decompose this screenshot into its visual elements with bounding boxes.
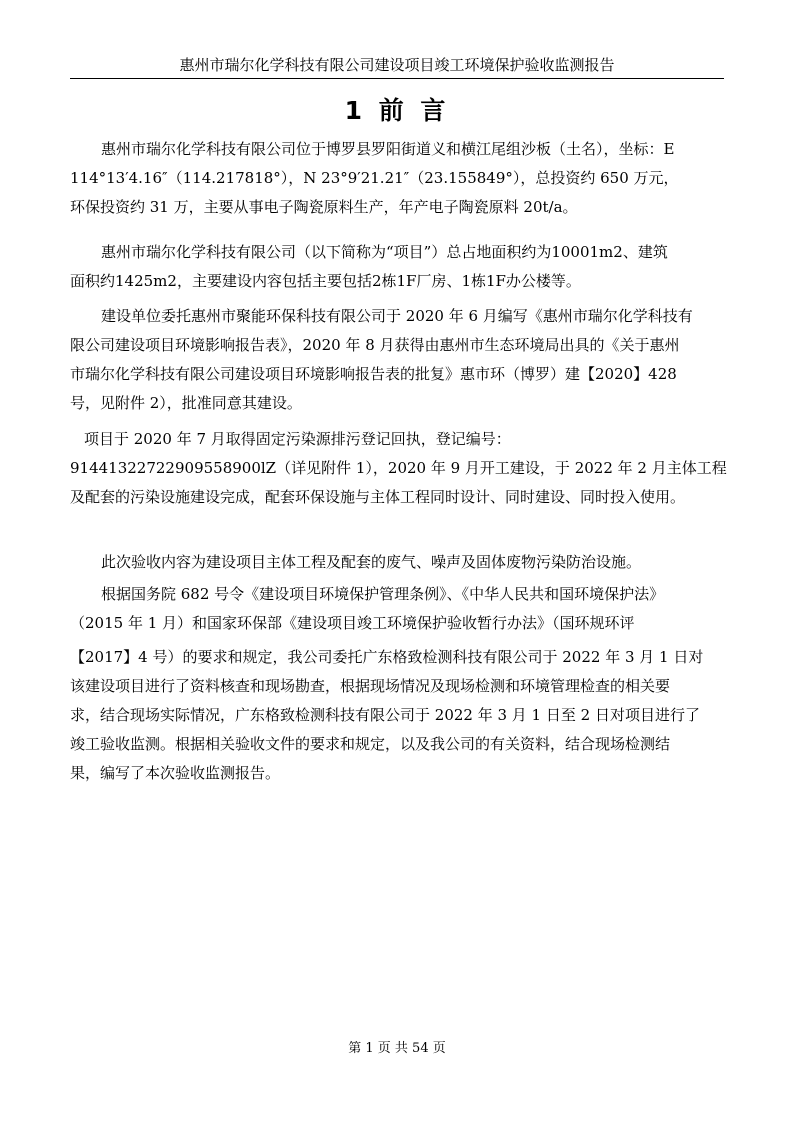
paragraph-line: 114°13′4.16″（114.217818°），N 23°9′21.21″（23.155849°），总投资约 650 万元， — [70, 169, 679, 187]
paragraph-line: （2015 年 1 月）和国家环保部《建设项目竣工环境保护验收暂行办法》（国环规环评 — [70, 614, 635, 632]
section-title: 1 前 言 — [344, 96, 450, 125]
header-divider — [70, 78, 724, 79]
paragraph-line: 及配套的污染设施建设完成，配套环保设施与主体工程同时设计、同时建设、同时投入使用。 — [70, 488, 686, 506]
paragraph-line: 市瑞尔化学科技有限公司建设项目环境影响报告表的批复》惠市环（博罗）建【2020】428 — [70, 365, 677, 383]
paragraph-eia — [70, 302, 724, 418]
paragraph-line: 竣工验收监测。根据相关验收文件的要求和规定，以及我公司的有关资料，结合现场检测结 — [70, 735, 671, 753]
paragraph-line: 面积约1425m2，主要建设内容包括主要包括2栋1F厂房、1栋1F办公楼等。 — [70, 272, 581, 290]
paragraph-line: 91441322722909558900lZ（详见附件 1），2020 年 9 月开工建设，于 2022 年 2 月主体工程 — [70, 459, 727, 477]
paragraph-location — [70, 135, 724, 222]
page-number-footer: 第 1 页 共 54 页 — [348, 1041, 446, 1056]
paragraph-line: 号，见附件 2），批准同意其建设。 — [70, 394, 302, 412]
paragraph-area — [70, 238, 724, 296]
paragraph-line: 限公司建设项目环境影响报告表》，2020 年 8 月获得由惠州市生态环境局出具的《关于惠州 — [70, 336, 680, 354]
paragraph-line: 环保投资约 31 万，主要从事电子陶瓷原料生产，年产电子陶瓷原料 20t/a。 — [70, 198, 578, 216]
paragraph-line: 惠州市瑞尔化学科技有限公司（以下简称为“项目”）总占地面积约为10001m2、建筑 — [101, 243, 668, 261]
paragraph-registration — [70, 425, 727, 512]
paragraph-line: 项目于 2020 年 7 月取得固定污染源排污登记回执，登记编号： — [84, 430, 511, 448]
paragraph-scope — [70, 548, 724, 577]
paragraph-line: 【2017】4 号）的要求和规定，我公司委托广东格致检测科技有限公司于 2022 年 3 月 1 日对 — [70, 648, 704, 666]
paragraph-basis — [70, 580, 724, 788]
paragraph-line: 果，编写了本次验收监测报告。 — [70, 764, 281, 782]
paragraph-line: 此次验收内容为建设项目主体工程及配套的废气、噪声及固体废物污染防治设施。 — [101, 553, 642, 571]
paragraph-line: 建设单位委托惠州市聚能环保科技有限公司于 2020 年 6 月编写《惠州市瑞尔化学科技有 — [101, 307, 693, 325]
paragraph-line: 该建设项目进行了资料核查和现场勘查，根据现场情况及现场检测和环境管理检查的相关要 — [70, 677, 671, 695]
paragraph-line: 根据国务院 682 号令《建设项目环境保护管理条例》、《中华人民共和国环境保护法》 — [101, 585, 665, 603]
paragraph-line: 求，结合现场实际情况，广东格致检测科技有限公司于 2022 年 3 月 1 日至 2 日对项目进行了 — [70, 706, 700, 724]
paragraph-line: 惠州市瑞尔化学科技有限公司位于博罗县罗阳街道义和横江尾组沙板（土名），坐标：E — [101, 140, 675, 158]
report-header-title: 惠州市瑞尔化学科技有限公司建设项目竣工环境保护验收监测报告 — [179, 56, 615, 74]
